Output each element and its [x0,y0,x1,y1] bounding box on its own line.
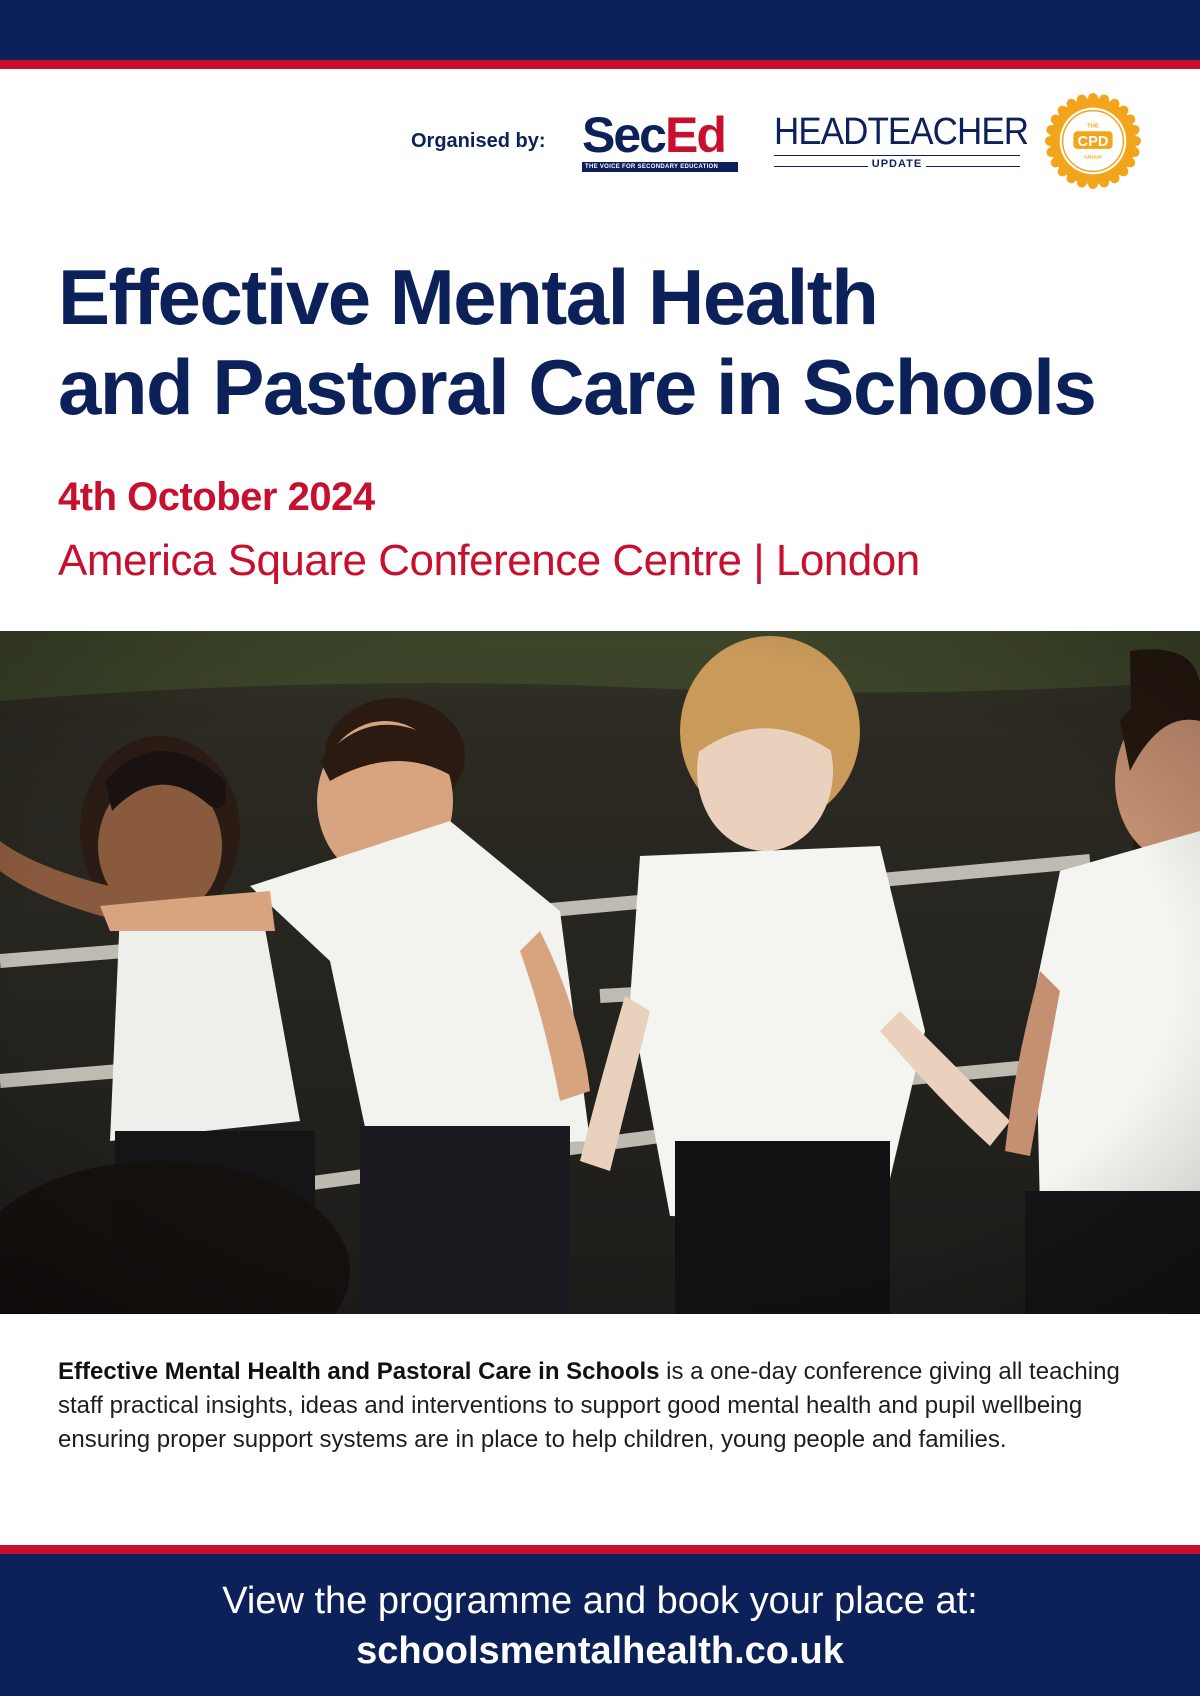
cta-text: View the programme and book your place at: [222,1580,978,1622]
headteacher-update-logo [774,110,1029,172]
cpd-group-logo [1044,92,1142,190]
call-to-action [0,1576,1200,1676]
website-link[interactable]: schoolsmentalhealth.co.uk [356,1630,844,1672]
cpd-logo-main: CPD [1077,133,1109,150]
event-venue: America Square Conference Centre | London [58,536,920,585]
top-red-stripe [0,60,1200,69]
event-date: 4th October 2024 [58,475,375,519]
organisers-row [0,92,1200,192]
title-line-2: and Pastoral Care in Schools [58,343,1096,431]
description-body: is a one-day conference giving all teaching staff practical insights, ideas and interventions to support good mental health and pupil wellbeing ensuring proper support systems are in place to help children, young people and families. [58,1358,1120,1453]
event-description [58,1355,1158,1457]
organised-by-label: Organised by: [411,130,546,152]
top-banner [0,0,1200,60]
seced-logo [582,107,738,172]
description-bold: Effective Mental Health and Pastoral Care in Schools [58,1358,660,1385]
page-title [58,252,1178,432]
cpd-logo-group: GROUP [1084,155,1102,161]
headteacher-update-subtext: UPDATE [868,158,926,170]
hero-photo-children-holding-hands [0,631,1200,1314]
bottom-banner [0,1554,1200,1696]
bottom-red-stripe [0,1545,1200,1554]
seced-logo-ed: Ed [664,107,725,163]
seced-logo-sec: Sec [582,107,665,163]
seced-tagline: THE VOICE FOR SECONDARY EDUCATION [582,162,738,172]
headteacher-logo-text: HEADTEACHER [774,111,1029,153]
cpd-logo-the: THE [1087,123,1099,130]
title-line-1: Effective Mental Health [58,253,878,341]
